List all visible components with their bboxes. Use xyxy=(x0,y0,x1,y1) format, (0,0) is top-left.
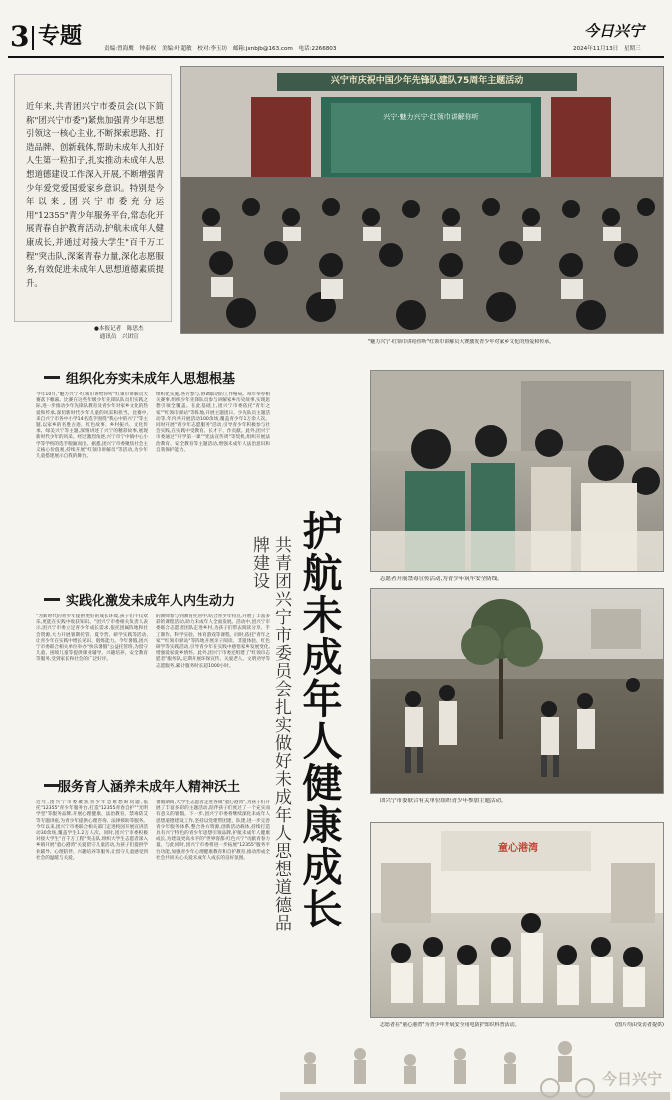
section3-col1: 近年,团兴宁市委聚焦青少年急难愁盼问题,依托"12355"青少年服务台,打造"12355青春自护""光明学堂"等服务品牌,开展心理健康、法治教育、禁毒防艾等专题讲座,为青少年提供心理咨询、法律援助等服务。今年以来,团兴宁市委联合相关部门走进校园开展宣讲活动30余场,覆盖学生1.2万人次。同时,团兴宁市委积极对接大学生"百千万工程"突击队,组织大学生志愿者深入乡镇开展"童心港湾"关爱留守儿童活动,为孩子们提供学业辅导、心理陪伴、兴趣培养等服务,让留守儿童感受到社会的温暖与关爱。 xyxy=(36,800,148,861)
section3-col2: 暑假期间,大学生志愿者走进各镇"童心港湾",为孩子们开展了丰富多彩的主题活动,陪伴孩子们度过了一个充实而有意义的暑假。下一步,团兴宁市委将继续深化未成年人思想道德建设工作,坚持以党建带团建、队建,进一步完善青少年服务体系,整合各方资源,创新活动载体,持续打造具有兴宁特色的青少年思想引领品牌,护航未成年人健康成长,为建设更高水平的"世界客都·红色兴宁"贡献青春力量。与此同时,团兴宁市委将进一步拓展"12355"服务平台功能,加强青少年心理健康教育和自护教育,推动形成全社会共同关心关爱未成年人成长的良好氛围。 xyxy=(156,800,270,861)
photo-credit: (图片均由受访者提供) xyxy=(615,1022,664,1028)
section2-col2: 的教师参与到教育托管中,结合青少年特点,开展了丰富多彩的课程活动,助力未成年人全面发展。活动中,团兴宁市委联合志愿者团队走进乡村,为孩子们带去阅读分享、手工制作、科学实验、体育游戏等课程。同时,依托"青年之家""红领巾驿站"等阵地开展亲子阅读、非遗体验、红色研学等实践活动,引导青少年在实践中感悟家乡发展变化,增强爱家爱乡情怀。此外,团兴宁市委还组建了"红领巾志愿者"服务队,定期开展环保宣传、关爱老人、文明劝导等志愿服务,累计服务时长超1000小时。 xyxy=(156,614,270,669)
header-rule xyxy=(8,56,664,58)
section1-marker xyxy=(44,376,60,379)
headline-main: 护航未成年人健康成长 xyxy=(296,510,343,930)
section2-marker xyxy=(44,598,60,601)
photo-event-hall xyxy=(180,66,664,334)
photo4-wall-sign: 童心港湾 xyxy=(498,843,538,854)
section3-title: 服务育人涵养未成年人精神沃土 xyxy=(58,780,241,795)
section2-title: 实践化激发未成年人内生动力 xyxy=(66,594,236,609)
photo3-caption: 团兴宁市委联合有关单位组织青少年参加主题活动。 xyxy=(380,798,507,804)
event-screen-title: 兴宁·魅力兴宁·红领巾讲解你听 xyxy=(383,113,479,121)
issue-date: 2024年11月13日 星期三 xyxy=(573,46,641,52)
photo-tree-planting xyxy=(370,588,664,794)
page-header xyxy=(8,16,664,60)
event-hall-illustration xyxy=(181,67,664,334)
footer-stamp: 今日兴宁 xyxy=(602,1070,663,1088)
newspaper-logo: 今日兴宁 xyxy=(584,22,645,40)
section1-col2: 组织化实施,各方参与,协调联动的工作格局。每年举办相关赛事,组织少年先锋队员参与讲解家乡历史故事,实现思想引领全覆盖。在此基础上,团兴宁市委依托"青年之家""红领巾驿站"等阵地,开展主题团日、少先队员主题活动等,年内共开展活动100余场,覆盖青少年1万余人次。同时开展"青少年志愿服务"活动,引导青少年积极参与社会实践,在实践中受教育、长才干、作贡献。此外,团兴宁市委通过"开学第一课""宪法宣传周"等契机,组织开展法治教育、安全教育等主题活动,增强未成年人法治意识和自我保护能力。 xyxy=(156,392,270,453)
byline: ●本报记者 陈思杰 通讯员 兴团宣 xyxy=(94,326,144,340)
antidrug-illustration xyxy=(371,371,664,572)
tree-planting-illustration xyxy=(371,589,664,794)
intro-text: 近年来,共青团兴宁市委员会(以下简称"团兴宁市委")紧焦加强青少年思想引领这一核心主业,不断探索思路、打造品牌、创新载体,帮助未成年人扣好人生第一粒扣子,扎实推动未成年人思想道德建设工作深入开展,不断增强青少年爱党爱国爱家乡意识。特别是今年以来,团兴宁市委充分运用"12355"青少年服务平台,常态化开展青春自护教育活动,护航未成年人健康成长,并通过对接大学生"百千万工程"突击队,深案青春力量,深化志愿服务,有效促进未成年人思想道德素质提升。 xyxy=(26,101,164,288)
event-banner-title: 兴宁市庆祝中国少年先锋队建队75周年主题活动 xyxy=(330,76,524,86)
photo-childrens-hall xyxy=(370,822,664,1018)
staff-line: 责编:曾海鹰 钟泰权 美编:叶超敏 校对:李玉坊 邮箱:jxnbjb@163.com 电话:2266803 xyxy=(104,46,337,52)
section1-title: 组织化夯实未成年人思想根基 xyxy=(66,372,236,387)
section-title: 专题 xyxy=(38,24,83,49)
header-divider-vertical xyxy=(32,26,34,50)
section2-col1: "为新时代的青少年提供更好的成长环境,孩子们不仅欢乐,更能在实践中收获知识。"团兴宁市委相关负责人表示,团兴宁市委立足青少年成长需求,依托团属阵地和社会资源,大力开展暑期托管、夏令营、研学实践等活动,让青少年在实践中增长见识、锻炼能力。今年暑假,团兴宁市委联合相关单位举办"快乐暑假"公益托管班,为留守儿童、困境儿童等提供课业辅导、兴趣培养、安全教育等服务,受到家长和社会的广泛好评。 xyxy=(36,614,148,663)
intro-box xyxy=(8,72,174,344)
page-number: 3 xyxy=(10,20,30,53)
headline-sub: 共青团兴宁市委员会扎实做好未成年人思想道德品牌建设 xyxy=(249,536,291,932)
photo1-caption: "魅力兴宁·红领巾讲给你听"红领巾讲解员大赛激发青少年对家乡文化的热爱和传承。 xyxy=(368,339,555,345)
photo2-caption: 志愿者开展禁毒宣传活动,为青少年筑牢安全防线。 xyxy=(380,576,503,582)
photo4-caption: 志愿者在"童心港湾"为青少年开展安全用电防护知识科普活动。 xyxy=(380,1022,520,1028)
section1-col1: 今年10月,"魅力兴宁·红领巾讲给你听"红领巾讲解员大赛落下帷幕。比赛在这些年级少年先锋队队员们实践之际,进一步推动少年先锋队教育及青少年对家乡文化的热爱和传承,深切新时代少年儿童的风采和担当。比赛中,来自兴宁市各中小学14名选手围绕"我心中的兴宁"等主题,以家乡的名胜古迹、红色故事、乡村振兴、文化传承、绿美兴宁等主题,深情讲述了兴宁的精彩故事,展现新时代少年的风采。经过激烈角逐,兴宁市宁中镇中心小学等学校的选手脱颖而出。据悉,团兴宁市委聚焦社会主义核心价值观,持续开展"红领巾讲解员"等活动,为少年儿童搭建展示自我的舞台。 xyxy=(36,392,148,460)
photo-antidrug xyxy=(370,370,664,572)
footer-decoration xyxy=(280,1036,670,1100)
